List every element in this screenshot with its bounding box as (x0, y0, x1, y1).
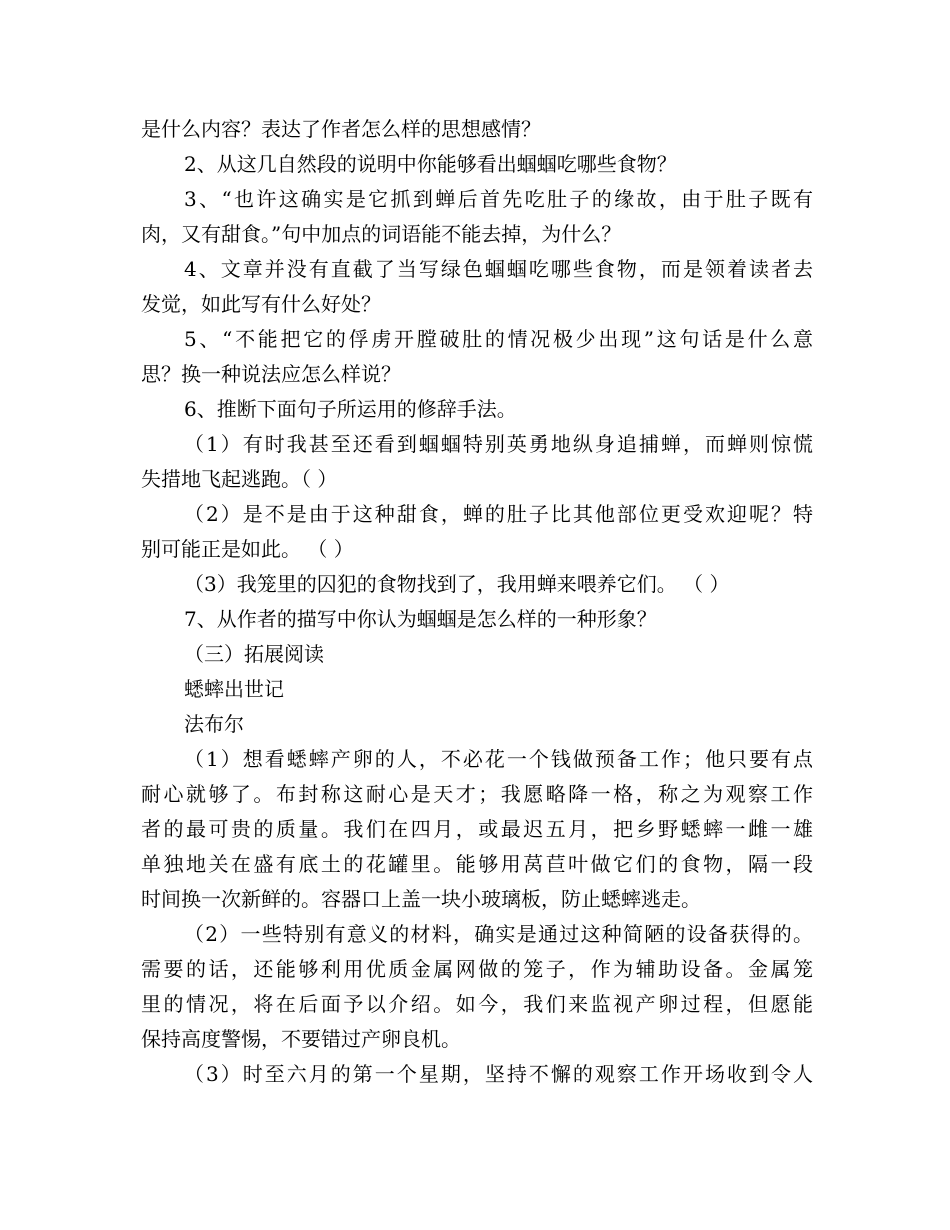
text-line: 失措地飞起逃跑。（ ） (141, 467, 338, 491)
text-line: 耐心就够了。布封称这耐心是天才；我愿略降一格，称之为观察工作 (141, 782, 813, 806)
text-line: 别可能正是如此。 （ ） (141, 537, 354, 561)
text-line: （3）我笼里的囚犯的食物找到了，我用蝉来喂养它们。 （ ） (184, 572, 730, 596)
text-line: 7、从作者的描写中你认为蝈蝈是怎么样的一种形象？ (184, 607, 657, 631)
text-line: 3、“也许这确实是它抓到蝉后首先吃肚子的缘故，由于肚子既有 (184, 187, 813, 211)
text-line: 需要的话，还能够利用优质金属网做的笼子，作为辅助设备。金属笼 (141, 957, 813, 981)
text-line: 保持高度警惕，不要错过产卵良机。 (141, 1027, 461, 1051)
text-line: （2）一些特别有意义的材料，确实是通过这种简陋的设备获得的。 (184, 922, 813, 946)
text-line: 者的最可贵的质量。我们在四月，或最迟五月，把乡野蟋蟀一雌一雄 (141, 817, 813, 841)
text-line: 发觉，如此写有什么好处？ (141, 292, 381, 316)
text-line: 2、从这几自然段的说明中你能够看出蝈蝈吃哪些食物？ (184, 152, 677, 176)
text-line: （1）有时我甚至还看到蝈蝈特别英勇地纵身追捕蝉，而蝉则惊慌 (184, 432, 813, 456)
text-line: （3）时至六月的第一个星期，坚持不懈的观察工作开场收到令人 (184, 1062, 813, 1086)
text-line: 是什么内容？表达了作者怎么样的思想感情？ (141, 117, 541, 141)
text-line: 6、推断下面句子所运用的修辞手法。 (184, 397, 517, 421)
text-line: 蟋蟀出世记 (184, 677, 284, 701)
text-line: 肉，又有甜食。”句中加点的词语能不能去掉，为什么？ (141, 222, 622, 246)
text-line: 思？换一种说法应怎么样说？ (141, 362, 401, 386)
text-line: （三）拓展阅读 (184, 642, 324, 666)
text-line: 单独地关在盛有底土的花罐里。能够用莴苣叶做它们的食物，隔一段 (141, 852, 813, 876)
text-line: 5、“不能把它的俘虏开膛破肚的情况极少出现”这句话是什么意 (184, 327, 813, 351)
text-line: （2）是不是由于这种甜食，蝉的肚子比其他部位更受欢迎呢？特 (184, 502, 813, 526)
text-line: （1）想看蟋蟀产卵的人，不必花一个钱做预备工作；他只要有点 (184, 747, 813, 771)
text-line: 4、文章并没有直截了当写绿色蝈蝈吃哪些食物，而是领着读者去 (184, 257, 813, 281)
text-line: 里的情况，将在后面予以介绍。如今，我们来监视产卵过程，但愿能 (141, 992, 813, 1016)
document-body (141, 112, 813, 1092)
text-line: 时间换一次新鲜的。容器口上盖一块小玻璃板，防止蟋蟀逃走。 (141, 887, 701, 911)
text-line: 法布尔 (184, 712, 244, 736)
